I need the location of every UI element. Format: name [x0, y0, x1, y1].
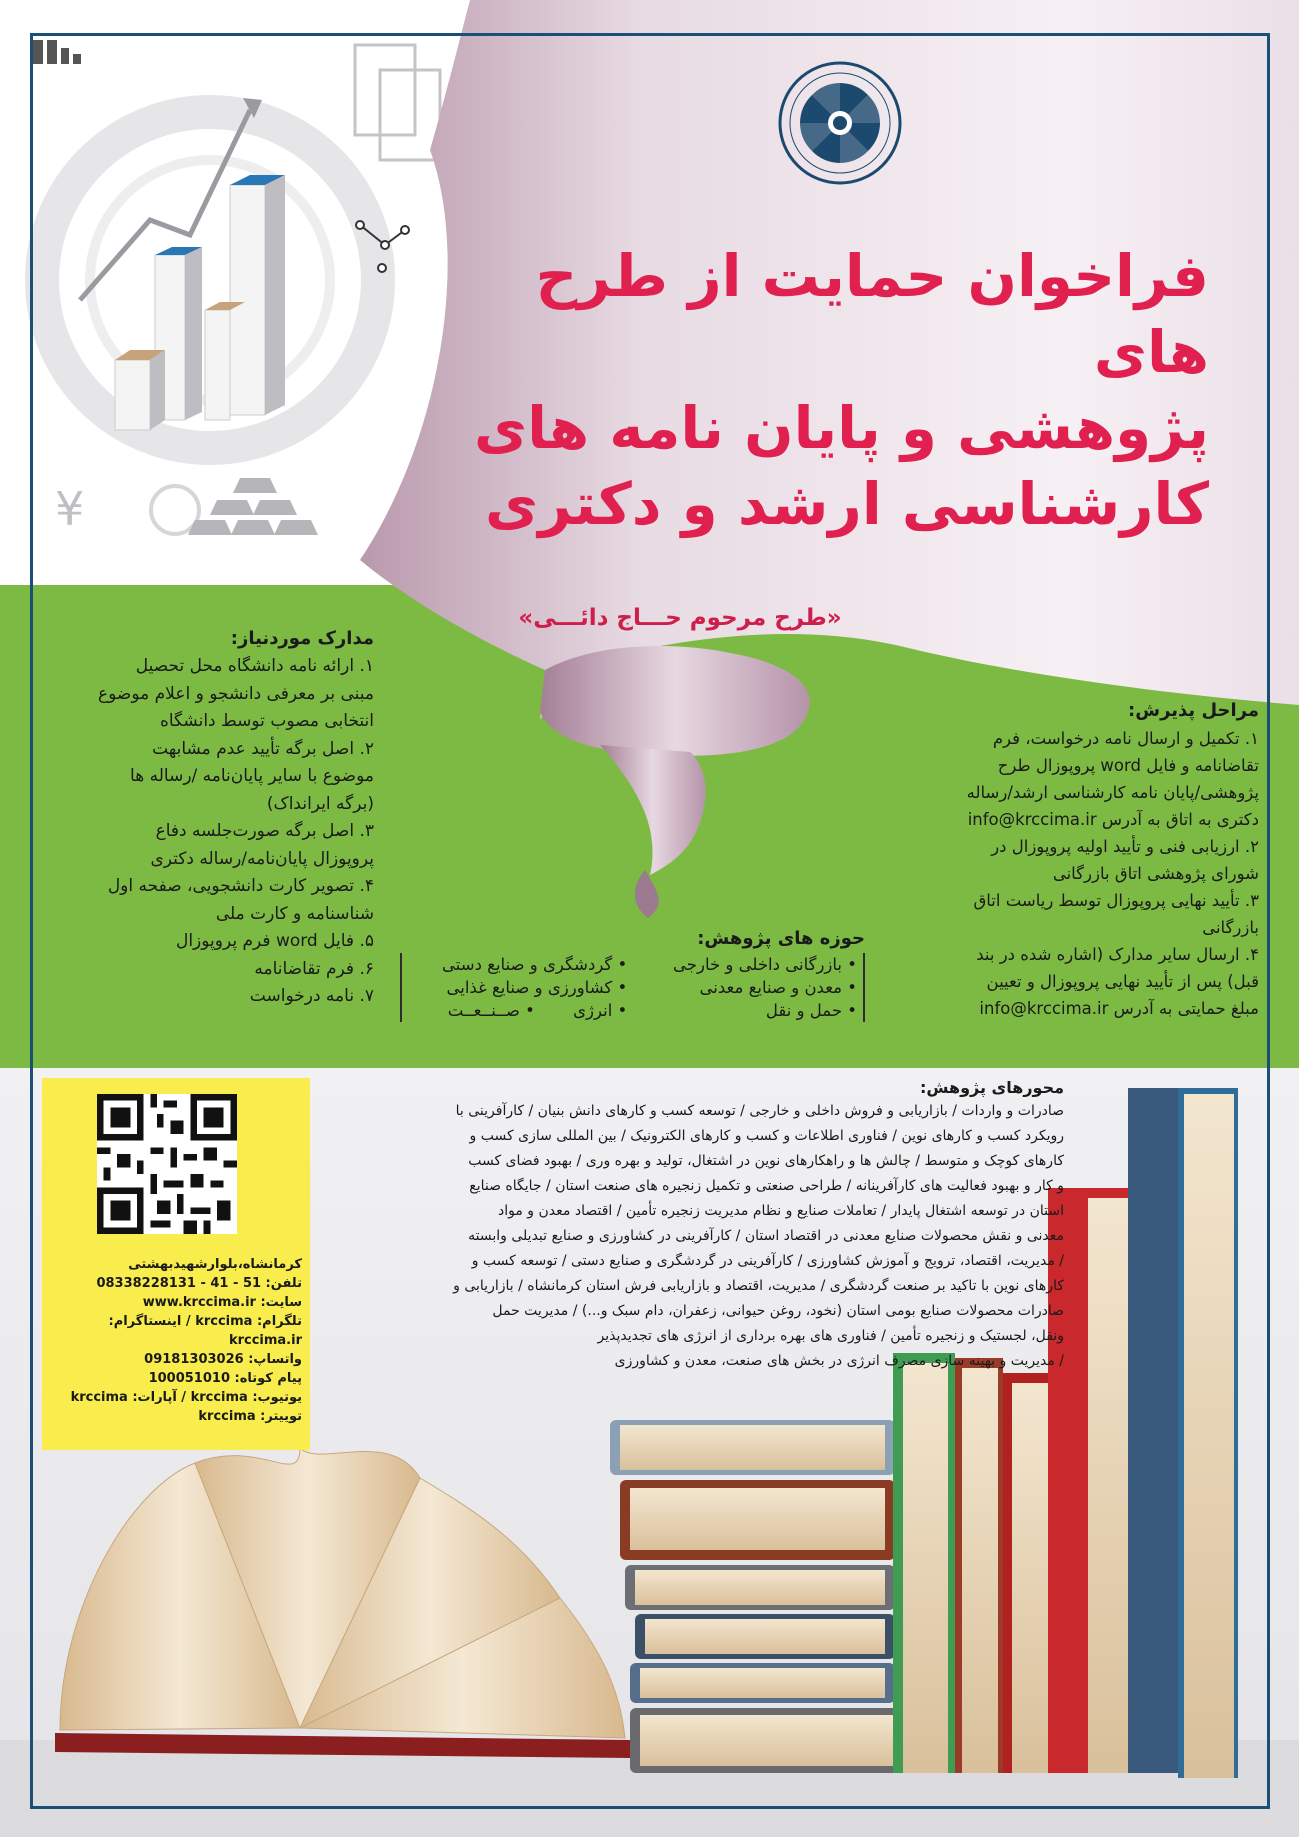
axes-heading: محورهای پژوهش:: [919, 1078, 1064, 1097]
fields-row: [401, 953, 864, 976]
documents-line: ۵. فایل word فرم پروپوزال: [175, 931, 374, 951]
documents-line: ۴. تصویر کارت دانشجویی، صفحه اول: [107, 876, 374, 896]
axes-line: رویکرد کسب و کارهای نوین / فناوری اطلاعات و کسب و کارهای الکترونیک / بین المللی سازی کسب و: [469, 1128, 1064, 1144]
documents-line: ۶. فرم تقاضانامه: [254, 958, 374, 979]
research-fields: [400, 928, 865, 1022]
documents-line: ۲. اصل برگه تأیید عدم مشابهت: [152, 738, 374, 759]
axes-line: کارهای کوچک و متوسط / چالش ها و راهکارهای نوین در اشتغال، تولید و بهره وری / بهبود فضای کسب: [468, 1153, 1064, 1169]
steps-line: بازرگانی: [1202, 918, 1259, 937]
fields-table: [400, 953, 865, 1022]
required-documents: [44, 628, 374, 1011]
steps-line: ۳. تأیید نهایی پروپوزال توسط ریاست اتاق: [973, 891, 1259, 910]
steps-line: دکتری به اتاق به آدرس info@krccima.ir: [967, 810, 1259, 829]
title-line-1: فراخوان حمایت از طرح های: [535, 242, 1209, 386]
steps-line: پژوهشی/پایان نامه کارشناسی ارشد/رساله: [966, 783, 1259, 802]
documents-line: ۳. اصل برگه صورت‌جلسه دفاع: [155, 821, 374, 841]
field-item: • حمل و نقل: [765, 1001, 857, 1020]
research-axes: [364, 1078, 1064, 1374]
whatsapp-text: واتساپ: 09181303026: [144, 1352, 302, 1367]
axes-line: / مدیریت، اقتصاد، ترویج و آموزش کشاورزی / کارآفرینی در گردشگری و صنایع دستی / توسعه کسب و: [471, 1253, 1064, 1269]
telegram-instagram-text: تلگرام: krccima / اینستاگرام: krccima.ir: [108, 1314, 302, 1348]
yen-icon: ¥: [55, 482, 85, 536]
address-text: کرمانشاه،بلوارشهیدبهشتی: [128, 1257, 302, 1272]
field-item: • معدن و صنایع معدنی: [699, 978, 857, 997]
axes-line: استان در توسعه اشتغال پایدار / تعاملات صنایع و نظام مدیریت زنجیره تأمین / اقتصاد معدن و مواد: [497, 1203, 1064, 1219]
contact-info: [50, 1255, 302, 1426]
field-item: • کشاورزی و صنایع غذایی: [446, 978, 628, 997]
steps-line: ۴. ارسال سایر مدارک (اشاره شده در بند: [976, 945, 1259, 964]
steps-line: قبل) پس از تأیید نهایی پروپوزال و تعیین: [986, 972, 1259, 991]
subtitle: «طرح مرحوم حـــاج دائـــی»: [518, 605, 842, 631]
field-item: • گردشگری و صنایع دستی: [442, 955, 628, 974]
axes-line: / مدیریت و بهینه سازی مصرف انرژی در بخش های صنعت، معدن و کشاورزی: [614, 1353, 1064, 1369]
book-stack: [610, 1420, 910, 1773]
website-link[interactable]: سایت: www.krccima.ir: [142, 1295, 302, 1310]
admission-steps: [919, 700, 1259, 1022]
steps-line: مبلغ حمایتی به آدرس info@krccima.ir: [979, 999, 1259, 1018]
fields-row: [401, 976, 864, 999]
open-book: [55, 1448, 630, 1758]
contact-box: [42, 1078, 310, 1450]
phone-text: تلفن: 51 - 41 - 08338228131: [96, 1276, 302, 1291]
steps-line: شورای پژوهشی اتاق بازرگانی: [1052, 864, 1259, 883]
chamber-of-commerce-logo: [775, 58, 905, 188]
axes-line: معدنی و نقش محصولات صنایع معدنی در اقتصاد استان / کارآفرینی در کشاورزی و صنایع تبدیلی وابسته: [468, 1228, 1064, 1244]
title-line-3: کارشناسی ارشد و دکتری: [485, 470, 1209, 538]
page-title: [449, 238, 1209, 542]
documents-line: (برگه ایرانداک): [266, 793, 374, 814]
steps-heading: مراحل پذیرش:: [1128, 700, 1259, 721]
qr-code-icon[interactable]: [97, 1094, 237, 1234]
axes-line: ونقل، لجستیک و زنجیره تأمین / فناوری های بهره برداری از انرژی های تجدیدپذیر: [597, 1328, 1064, 1344]
fields-row: [401, 999, 864, 1022]
documents-line: مبنی بر معرفی دانشجو و اعلام موضوع: [98, 683, 374, 704]
field-item: • صــنــعــت: [447, 1001, 535, 1020]
axes-line: کارهای نوین با تاکید بر صنعت گردشگری / مدیریت، اقتصاد و بازاریابی فرش استان کرمانشاه / بازاریابی و: [453, 1278, 1064, 1294]
youtube-aparat-text: یوتیوب: krccima / آپارات: krccima: [70, 1390, 302, 1405]
documents-line: موضوع با سایر پایان‌نامه /رساله ها: [130, 766, 374, 786]
field-item: • انرژی: [573, 1001, 628, 1020]
field-item: • بازرگانی داخلی و خارجی: [673, 955, 857, 974]
documents-line: انتخابی مصوب توسط دانشگاه: [159, 711, 374, 731]
sms-text: پیام کوتاه: 100051010: [148, 1371, 302, 1386]
documents-line: ۷. نامه درخواست: [249, 986, 374, 1006]
fields-heading: حوزه های پژوهش:: [697, 928, 865, 949]
documents-heading: مدارک موردنیاز:: [230, 628, 374, 649]
documents-line: پروپوزال پایان‌نامه/رساله دکتری: [150, 848, 374, 869]
steps-line: ۱. تکمیل و ارسال نامه درخواست، فرم: [992, 729, 1259, 748]
axes-line: و کار و بهبود فعالیت های کارآفرینانه / طراحی صنعتی و تکمیل زنجیره های صنعت استان / جایگاه صنایع: [469, 1178, 1064, 1194]
steps-line: تقاضانامه و فایل word پروپوزال طرح: [997, 756, 1259, 775]
documents-line: ۱. ارائه نامه دانشگاه محل تحصیل: [135, 656, 374, 676]
twitter-text: توییتر: krccima: [198, 1409, 302, 1424]
documents-line: شناسنامه و کارت ملی: [215, 903, 374, 924]
title-line-2: پژوهشی و پایان نامه های: [473, 394, 1209, 462]
axes-line: صادرات محصولات صنایع بومی استان (نخود، روغن حیوانی، زعفران، دام سبک و...) / مدیریت حمل: [492, 1303, 1064, 1319]
axes-line: صادرات و واردات / بازاریابی و فروش داخلی و خارجی / توسعه کسب و کارهای دانش بنیان / کارآفرینی با: [455, 1103, 1064, 1119]
steps-line: ۲. ارزیابی فنی و تأیید اولیه پروپوزال در: [991, 837, 1259, 856]
